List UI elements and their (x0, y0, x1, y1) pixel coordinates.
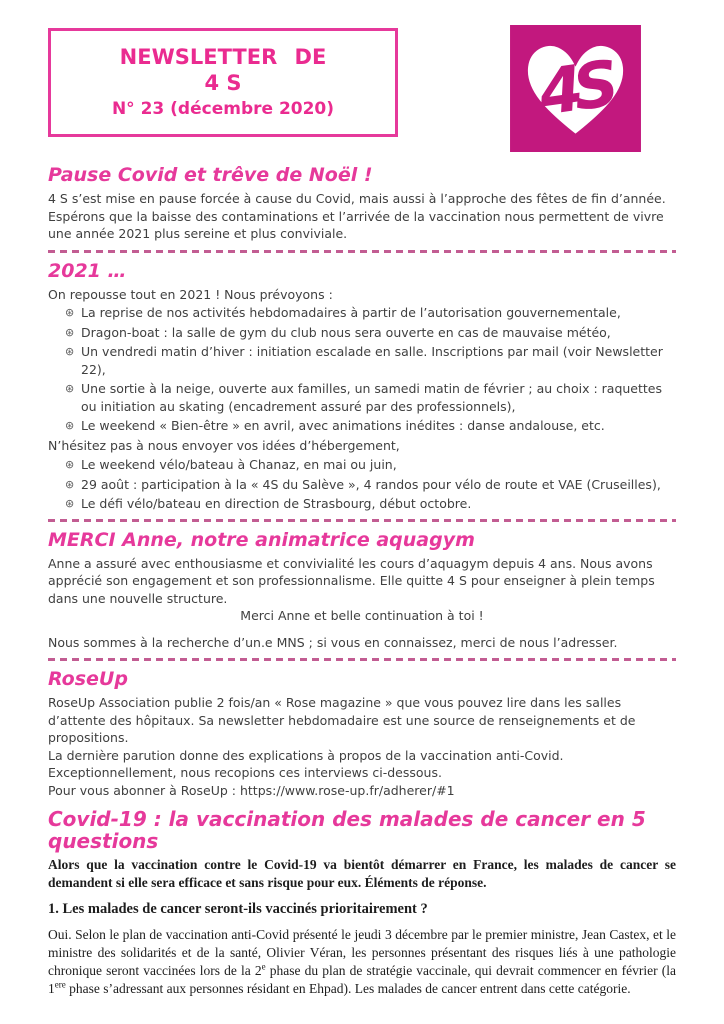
pause-covid-paragraph: 4 S s’est mise en pause forcée à cause du Covid, mais aussi à l’approche des fêtes de fin d’année. Espérons que la baisse des contaminations et l’arrivée de la vaccination nous permettent de vivre une année 2021 plus sereine et plus conviviale. (48, 191, 666, 241)
list-item (48, 380, 676, 415)
section-heading-covid-vaccination: Covid-19 : la vaccination des malades de cancer en 5 questions (48, 807, 646, 853)
newsletter-header (48, 25, 676, 152)
list-item-text: Le défi vélo/bateau en direction de Strasbourg, début octobre. (81, 496, 472, 511)
list-item-text: 29 août : participation à la « 4S du Salève », 4 randos pour vélo de route et VAE (Cruseilles), (81, 476, 661, 492)
list-item (48, 324, 676, 342)
newsletter-title-line2: 4 S (204, 71, 242, 95)
list-item-text: Le weekend vélo/bateau à Chanaz, en mai ou juin, (81, 457, 397, 472)
answer-text-part1: Oui. Selon le plan de vaccination anti-Covid présenté le jeudi 3 décembre par le premier ministre, Jean Castex, et le ministre des solidarités et de la santé, Olivier Véran, les personnes présentant des risques liés à une pathologie chronique seront vaccinées lors de la 2 (48, 927, 676, 978)
list-item-continuation: N’hésitez pas à nous envoyer vos idées d’hébergement, (48, 437, 400, 453)
asterisk-bullet-icon: ⊛ (65, 419, 75, 432)
asterisk-bullet-icon: ⊛ (65, 458, 75, 471)
dashed-separator (48, 250, 676, 253)
asterisk-bullet-icon: ⊛ (65, 497, 75, 510)
list-item (48, 476, 676, 494)
list-item-text: Le weekend « Bien-être » en avril, avec animations inédites : danse andalouse, etc. (81, 418, 605, 433)
list-item-text: Une sortie à la neige, ouverte aux familles, un samedi matin de février ; au choix : raquettes ou initiation au skating (encadrement assuré par des professionnels), (81, 381, 662, 414)
merci-anne-centered-line: Merci Anne et belle continuation à toi ! (240, 608, 484, 623)
asterisk-bullet-icon: ⊛ (65, 325, 75, 339)
4s-heart-logo-svg (510, 25, 641, 152)
covid-intro-paragraph: Alors que la vaccination contre le Covid-19 va bientôt démarrer en France, les malades de cancer se demandent si elle sera efficace et sans risque pour eux. Éléments de réponse. (48, 857, 676, 890)
plans-list (48, 304, 676, 513)
newsletter-issue-number: N° 23 (décembre 2020) (111, 99, 335, 119)
section-heading-merci-anne: MERCI Anne, notre animatrice aquagym (48, 528, 475, 551)
dashed-separator (48, 519, 676, 522)
section-heading-2021: 2021 … (48, 259, 127, 282)
list-item (48, 304, 676, 322)
roseup-subscribe-prefix: Pour vous abonner à RoseUp : (48, 782, 240, 798)
asterisk-bullet-icon: ⊛ (65, 477, 75, 491)
newsletter-title-line1: NEWSLETTER DE (119, 45, 327, 69)
section-heading-roseup: RoseUp (48, 668, 128, 690)
roseup-paragraph-3: Exceptionnellement, nous recopions ces interviews ci-dessous. (48, 765, 442, 780)
list-item (48, 456, 676, 474)
ordinal-superscript: ere (54, 979, 66, 990)
list-item-text: La reprise de nos activités hebdomadaires à partir de l’autorisation gouvernementale, (81, 305, 621, 320)
roseup-subscribe-line (48, 782, 676, 800)
list-item (48, 343, 676, 378)
plans-intro-line: On repousse tout en 2021 ! Nous prévoyons : (48, 286, 333, 302)
covid-question-1-title: 1. Les malades de cancer seront-ils vaccinés prioritairement ? (48, 901, 428, 917)
dashed-separator (48, 658, 676, 661)
asterisk-bullet-icon: ⊛ (65, 345, 75, 358)
title-box (48, 28, 398, 137)
answer-text-part3: phase s’adressant aux personnes résidant en Ehpad). Les malades de cancer entrent dans cette catégorie. (65, 981, 631, 996)
4s-heart-logo (510, 25, 641, 152)
section-heading-pause-covid: Pause Covid et trêve de Noël ! (48, 164, 373, 186)
logo-4s-text: 4S (534, 47, 615, 130)
asterisk-bullet-icon: ⊛ (65, 382, 75, 395)
answer-text-part2: phase du plan de stratégie vaccinale, qui devrait commencer en février (la 1 (48, 963, 677, 996)
asterisk-bullet-icon: ⊛ (65, 306, 75, 319)
roseup-subscribe-link[interactable]: https://www.rose-up.fr/adherer/#1 (239, 782, 455, 798)
roseup-paragraph-2: La dernière parution donne des explications à propos de la vaccination anti-Covid. (48, 747, 564, 763)
list-item (48, 495, 676, 513)
merci-anne-paragraph: Anne a assuré avec enthousiasme et convivialité les cours d’aquagym depuis 4 ans. Nous avons apprécié son engagement et son professionnalisme. Elle quitte 4 S pour enseigner à plein temps dans une nouvelle structure. (48, 555, 655, 606)
ordinal-superscript: e (261, 961, 266, 972)
roseup-paragraph-1: RoseUp Association publie 2 fois/an « Rose magazine » que vous pouvez lire dans les salles d’attente des hôpitaux. Sa newsletter hebdomadaire est une source de renseignements et de propositions. (48, 695, 636, 745)
list-item (48, 417, 676, 435)
list-item-text: Dragon-boat : la salle de gym du club nous sera ouverte en cas de mauvaise météo, (81, 324, 611, 340)
covid-question-1-answer (48, 926, 676, 998)
list-item-text: Un vendredi matin d’hiver : initiation escalade en salle. Inscriptions par mail (voir Newsletter 22), (81, 344, 663, 377)
mns-search-line: Nous sommes à la recherche d’un.e MNS ; si vous en connaissez, merci de nous l’adresser. (48, 634, 618, 650)
